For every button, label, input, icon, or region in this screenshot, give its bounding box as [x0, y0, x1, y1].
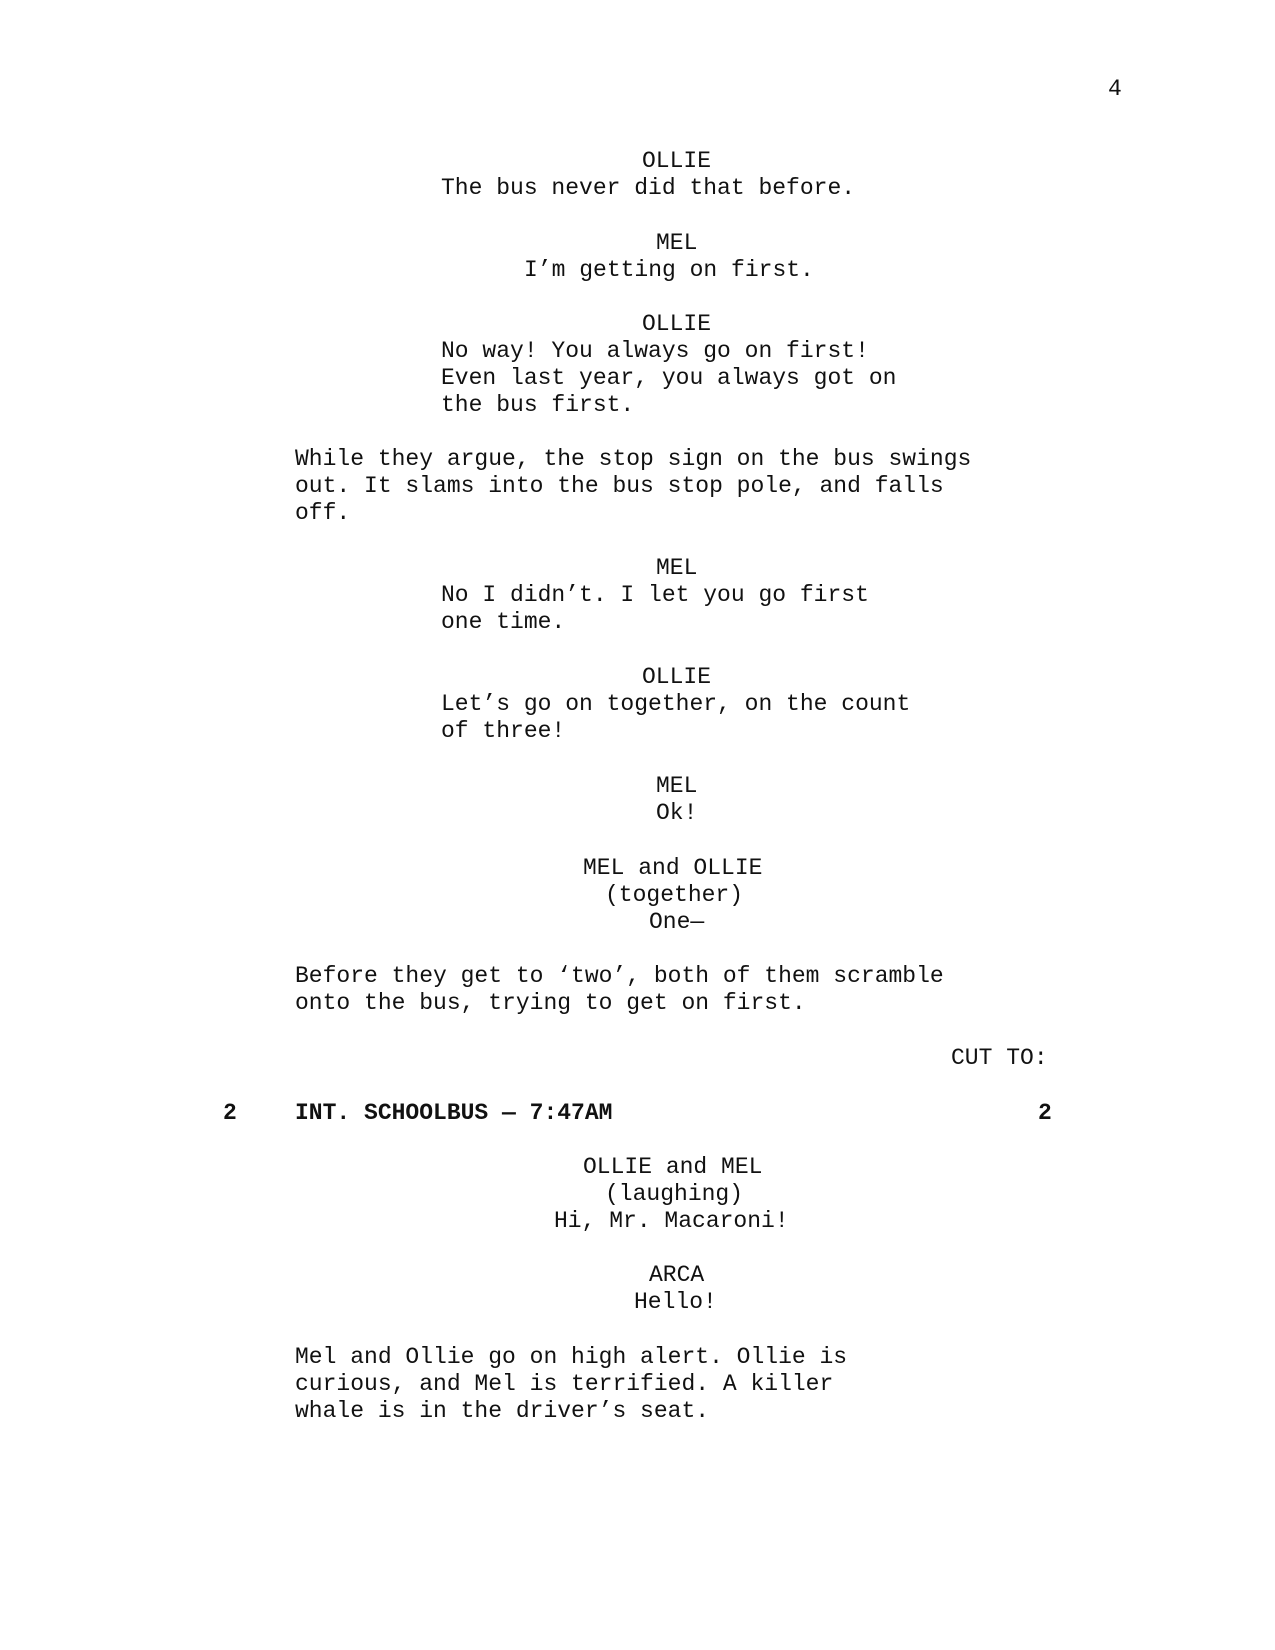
dialogue-line: The bus never did that before. — [441, 175, 856, 201]
scene-heading: INT. SCHOOLBUS — 7:47AM — [295, 1100, 613, 1126]
character-cue: MEL — [656, 230, 698, 256]
character-cue: OLLIE — [642, 148, 712, 174]
page-number: 4 — [1108, 76, 1122, 102]
action-line: whale is in the driver’s seat. — [295, 1398, 710, 1424]
character-cue: MEL — [656, 773, 698, 799]
scene-number-left: 2 — [223, 1100, 237, 1126]
character-cue: MEL and OLLIE — [583, 855, 763, 881]
dialogue-line: Even last year, you always got on — [441, 365, 897, 391]
character-cue: OLLIE and MEL — [583, 1154, 763, 1180]
action-line: Mel and Ollie go on high alert. Ollie is — [295, 1344, 848, 1370]
character-cue: MEL — [656, 555, 698, 581]
action-line: curious, and Mel is terrified. A killer — [295, 1371, 834, 1397]
transition: CUT TO: — [951, 1045, 1048, 1071]
dialogue-line: One— — [649, 909, 705, 935]
dialogue-line: Hi, Mr. Macaroni! — [554, 1208, 789, 1234]
dialogue-line: one time. — [441, 609, 566, 635]
dialogue-line: of three! — [441, 718, 566, 744]
action-line: off. — [295, 500, 351, 526]
parenthetical: (together) — [605, 882, 744, 908]
dialogue-line: No way! You always go on first! — [441, 338, 869, 364]
character-cue: ARCA — [649, 1262, 705, 1288]
action-line: out. It slams into the bus stop pole, and falls — [295, 473, 944, 499]
character-cue: OLLIE — [642, 311, 712, 337]
action-line: Before they get to ‘two’, both of them scramble — [295, 963, 944, 989]
action-line: While they argue, the stop sign on the bus swings — [295, 446, 972, 472]
scene-number-right: 2 — [1038, 1100, 1052, 1126]
dialogue-line: Hello! — [634, 1289, 717, 1315]
action-line: onto the bus, trying to get on first. — [295, 990, 806, 1016]
dialogue-line: I’m getting on first. — [524, 257, 814, 283]
dialogue-line: Let’s go on together, on the count — [441, 691, 911, 717]
character-cue: OLLIE — [642, 664, 712, 690]
parenthetical: (laughing) — [605, 1181, 744, 1207]
dialogue-line: the bus first. — [441, 392, 635, 418]
dialogue-line: Ok! — [656, 800, 698, 826]
dialogue-line: No I didn’t. I let you go first — [441, 582, 869, 608]
